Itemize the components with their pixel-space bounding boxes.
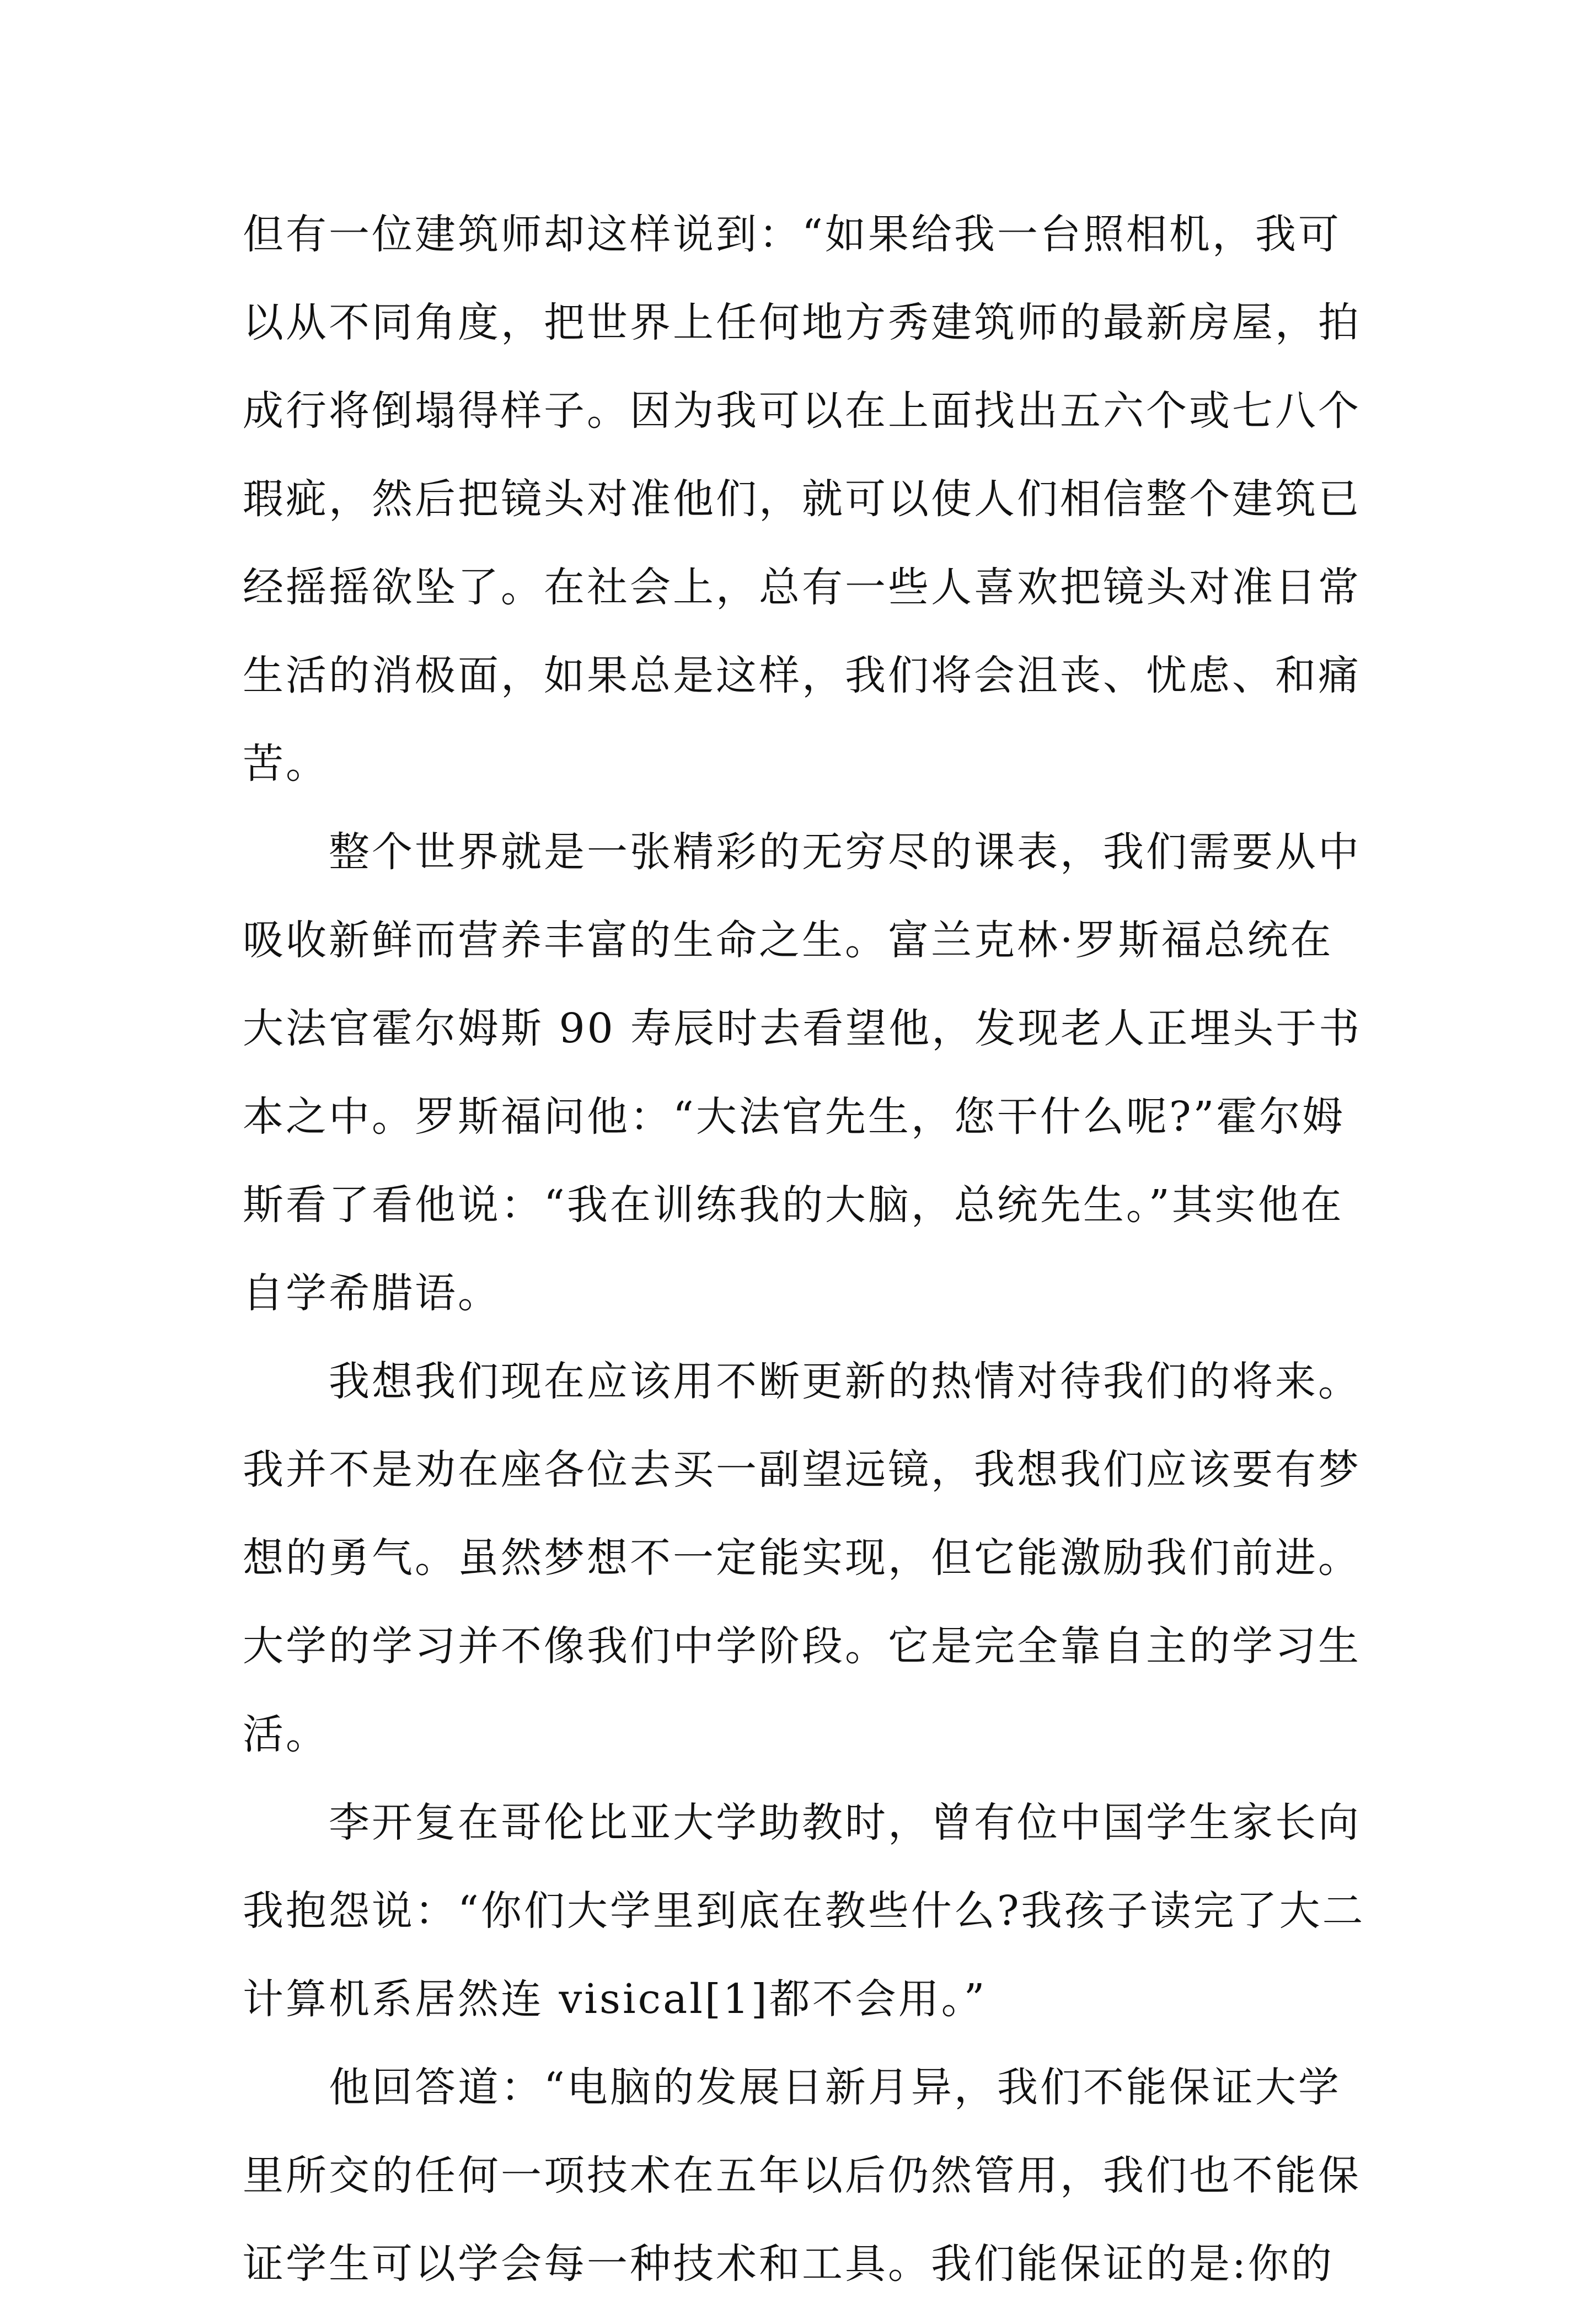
- text-line: 大学的学习并不像我们中学阶段。它是完全靠自主的学习生: [243, 1622, 1361, 1670]
- text-line: 自学希腊语。: [243, 1270, 501, 1317]
- text-line: 苦。: [243, 740, 329, 788]
- text-line: 瑕疵，然后把镜头对准他们，就可以使人们相信整个建筑已: [243, 475, 1361, 523]
- text-line: 想的勇气。虽然梦想不一定能实现，但它能激励我们前进。: [243, 1534, 1361, 1582]
- text-line: 生活的消极面，如果总是这样，我们将会沮丧、忧虑、和痛: [243, 652, 1361, 699]
- text-line: 本之中。罗斯福问他：“大法官先生，您干什么呢?”霍尔姆: [243, 1093, 1346, 1140]
- body-text: [243, 190, 1368, 2308]
- text-line: 里所交的任何一项技术在五年以后仍然管用，我们也不能保: [243, 2152, 1361, 2199]
- text-line: 整个世界就是一张精彩的无穷尽的课表，我们需要从中: [243, 828, 1361, 876]
- text-line: 吸收新鲜而营养丰富的生命之生。富兰克林·罗斯福总统在: [243, 917, 1333, 964]
- text-line: 斯看了看他说：“我在训练我的大脑，总统先生。”其实他在: [243, 1181, 1344, 1229]
- text-line: 活。: [243, 1711, 329, 1758]
- text-line: 以从不同角度，把世界上任何地方秀建筑师的最新房屋，拍: [243, 299, 1361, 346]
- text-line: 但有一位建筑师却这样说到：“如果给我一台照相机，我可: [243, 211, 1341, 258]
- text-line: 计算机系居然连 visical[1]都不会用。”: [243, 1975, 987, 2023]
- text-line: 他回答道：“电脑的发展日新月异，我们不能保证大学: [243, 2064, 1341, 2111]
- text-line: 李开复在哥伦比亚大学助教时，曾有位中国学生家长向: [243, 1799, 1361, 1846]
- text-line: 经摇摇欲坠了。在社会上，总有一些人喜欢把镜头对准日常: [243, 564, 1361, 611]
- text-line: 证学生可以学会每一种技术和工具。我们能保证的是:你的: [243, 2240, 1334, 2288]
- text-line: 我抱怨说：“你们大学里到底在教些什么?我孩子读完了大二: [243, 1887, 1365, 1935]
- text-line: 成行将倒塌得样子。因为我可以在上面找出五六个或七八个: [243, 387, 1361, 435]
- text-line: 我想我们现在应该用不断更新的热情对待我们的将来。: [243, 1358, 1361, 1405]
- text-line: 我并不是劝在座各位去买一副望远镜，我想我们应该要有梦: [243, 1446, 1361, 1493]
- text-line: 大法官霍尔姆斯 90 寿辰时去看望他，发现老人正埋头于书: [243, 1005, 1362, 1052]
